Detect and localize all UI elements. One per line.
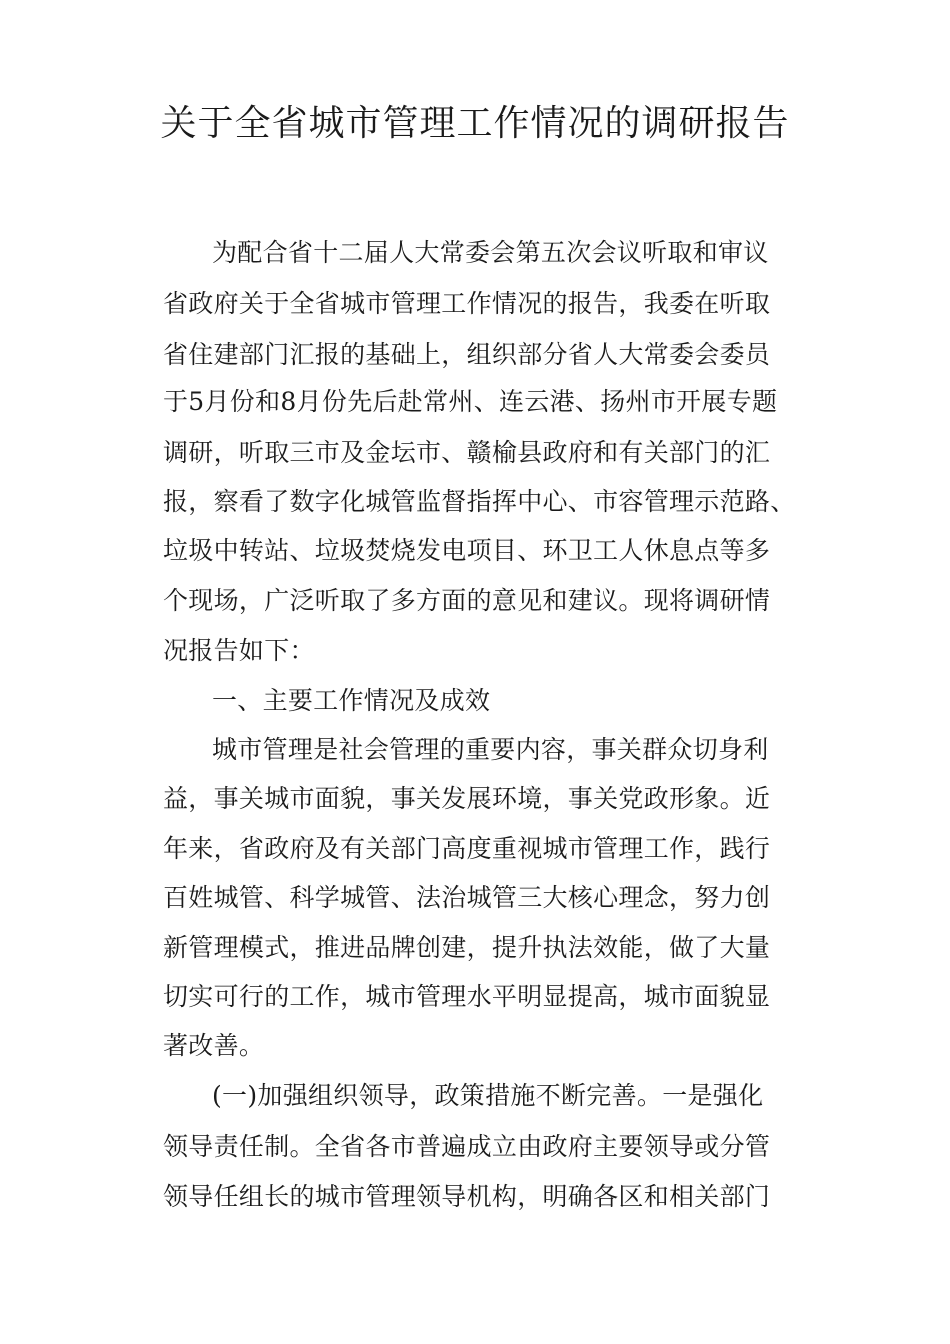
paragraph-line: 况报告如下： — [163, 636, 315, 665]
paragraph-line: 切实可行的工作，城市管理水平明显提高，城市面貌显 — [163, 982, 771, 1011]
paragraph-line: 益，事关城市面貌，事关发展环境，事关党政形象。近 — [163, 784, 771, 813]
document-title: 关于全省城市管理工作情况的调研报告 — [160, 103, 790, 144]
paragraph-line: 新管理模式，推进品牌创建，提升执法效能，做了大量 — [163, 933, 771, 962]
paragraph-line: 领导任组长的城市管理领导机构，明确各区和相关部门 — [163, 1182, 771, 1211]
paragraph-line: 个现场，广泛听取了多方面的意见和建议。现将调研情 — [163, 586, 771, 615]
paragraph-line: 百姓城管、科学城管、法治城管三大核心理念，努力创 — [163, 883, 771, 912]
paragraph-line: 垃圾中转站、垃圾焚烧发电项目、环卫工人休息点等多 — [163, 536, 771, 565]
paragraph-line: 城市管理是社会管理的重要内容，事关群众切身利 — [212, 735, 769, 764]
paragraph-line: 于5月份和8月份先后赴常州、连云港、扬州市开展专题 — [163, 387, 778, 416]
paragraph-line: 省住建部门汇报的基础上，组织部分省人大常委会委员 — [163, 340, 771, 369]
paragraph-line: 年来，省政府及有关部门高度重视城市管理工作，践行 — [163, 834, 771, 863]
paragraph-line: 著改善。 — [163, 1031, 265, 1060]
paragraph-line: (一)加强组织领导，政策措施不断完善。一是强化 — [212, 1081, 764, 1110]
paragraph-line: 省政府关于全省城市管理工作情况的报告，我委在听取 — [163, 289, 771, 318]
paragraph-line: 报，察看了数字化城管监督指挥中心、市容管理示范路、 — [163, 487, 796, 516]
paragraph-line: 领导责任制。全省各市普遍成立由政府主要领导或分管 — [163, 1132, 771, 1161]
paragraph-line: 调研，听取三市及金坛市、赣榆县政府和有关部门的汇 — [163, 438, 771, 467]
paragraph-line: 为配合省十二届人大常委会第五次会议听取和审议 — [212, 238, 769, 267]
section-heading: 一、主要工作情况及成效 — [212, 686, 491, 715]
